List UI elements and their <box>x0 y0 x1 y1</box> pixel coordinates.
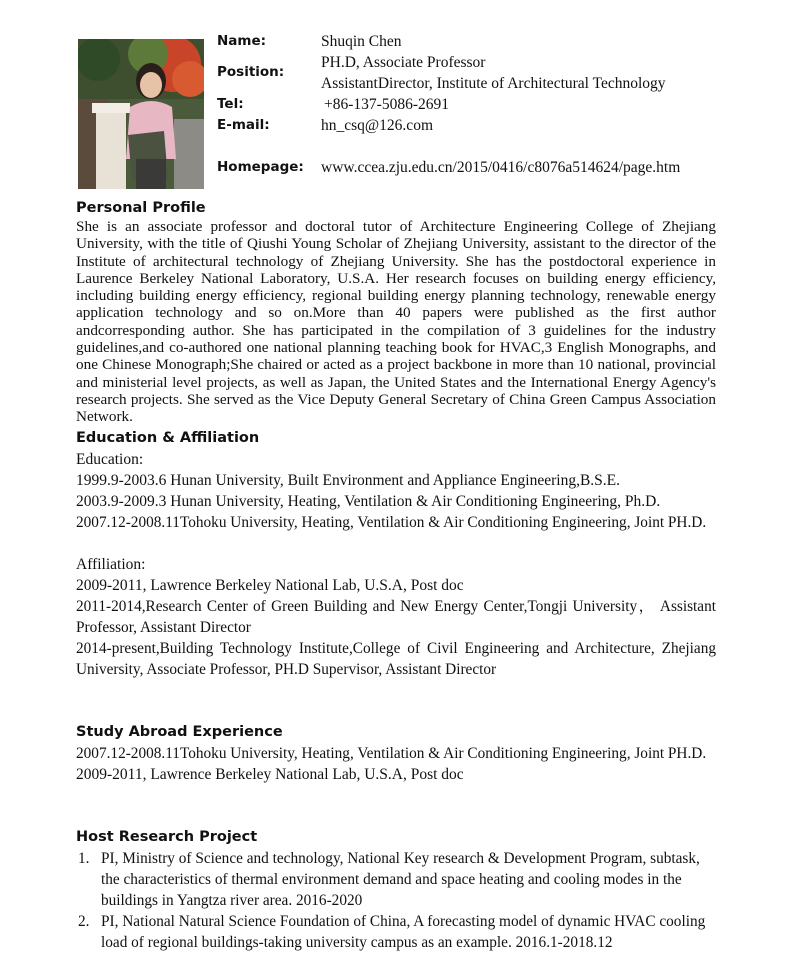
name-value: Shuqin Chen <box>321 33 402 50</box>
affiliation-item: 2009-2011, Lawrence Berkeley National Lab, U.S.A, Post doc <box>76 577 464 594</box>
education-label: Education: <box>76 451 144 468</box>
research-item <box>76 848 716 911</box>
profile-text: She is an associate professor and doctoral tutor of Architecture Engineering College of Zhejiang University, with the title of Qiushi Young Scholar of Zhejiang University, assistant to the director of the Institute of architectural technology of Zhejiang University. She has the postdoctoral experience in Laurence Berkeley National Laboratory, U.S.A. Her research focuses on building energy efficiency, including building energy efficiency, regional building energy planning technology, renewable energy application technology and so on.More than 40 papers were published as the first author andcorresponding author. She has participated in the compilation of 3 guidelines for the industry guidelines,and co-authored one national planning teaching book for HVAC,3 English Monographs, and one Chinese Monograph;She chaired or acted as a project backbone in more than 10 national, provincial and ministerial level projects, as well as Japan, the United States and the International Energy Agency's research projects. She served as the Vice Deputy General Secretary of China Green Campus Association Network. <box>76 218 716 426</box>
education-heading: Education & Affiliation <box>76 430 260 446</box>
homepage-label: Homepage: <box>217 159 304 175</box>
research-item-text: PI, National Natural Science Foundation of China, A forecasting model of dynamic HVAC cooling load of regional buildings-taking university campus as an example. 2016.1-2018.12 <box>101 913 706 951</box>
study-abroad-item: 2007.12-2008.11Tohoku University, Heating, Ventilation & Air Conditioning Engineering, Joint PH.D. <box>76 745 707 762</box>
position-value-2: AssistantDirector, Institute of Architectural Technology <box>321 75 666 92</box>
homepage-link[interactable]: www.ccea.zju.edu.cn/2015/0416/c8076a514624/page.htm <box>321 159 681 176</box>
education-item: 2003.9-2009.3 Hunan University, Heating, Ventilation & Air Conditioning Engineering, Ph.D. <box>76 493 661 510</box>
name-label: Name: <box>217 33 267 49</box>
study-abroad-item: 2009-2011, Lawrence Berkeley National Lab, U.S.A, Post doc <box>76 766 464 783</box>
research-item <box>76 911 716 953</box>
research-item-number: 1. <box>78 850 90 867</box>
affiliation-item: 2014-present,Building Technology Institute,College of Civil Engineering and Architecture, Zhejiang University, Associate Professor, PH.D Supervisor, Assistant Director <box>76 640 716 678</box>
affiliation-item: 2011-2014,Research Center of Green Building and New Energy Center,Tongji University， Assistant Professor, Assistant Director <box>76 598 716 636</box>
affiliation-label: Affiliation: <box>76 556 146 573</box>
profile-heading: Personal Profile <box>76 200 206 216</box>
education-item: 2007.12-2008.11Tohoku University, Heating, Ventilation & Air Conditioning Engineering, Joint PH.D. <box>76 514 707 531</box>
position-value-1: PH.D, Associate Professor <box>321 54 486 71</box>
study-abroad-section <box>76 743 716 785</box>
research-item-number: 2. <box>78 913 90 930</box>
research-item-text: PI, Ministry of Science and technology, National Key research & Development Program, subtask, the characteristics of thermal environment demand and space heating and cooling modes in the buildings in Yangtza river area. 2016-2020 <box>101 850 700 909</box>
email-value[interactable]: hn_csq@126.com <box>321 117 433 134</box>
email-label: E-mail: <box>217 117 270 133</box>
study-abroad-heading: Study Abroad Experience <box>76 724 283 740</box>
profile-photo <box>78 39 204 189</box>
research-list <box>76 848 716 953</box>
tel-value: +86-137-5086-2691 <box>324 96 449 113</box>
education-section <box>76 449 716 680</box>
position-label: Position: <box>217 64 285 80</box>
tel-label: Tel: <box>217 96 244 112</box>
research-heading: Host Research Project <box>76 829 258 845</box>
education-item: 1999.9-2003.6 Hunan University, Built Environment and Appliance Engineering,B.S.E. <box>76 472 620 489</box>
